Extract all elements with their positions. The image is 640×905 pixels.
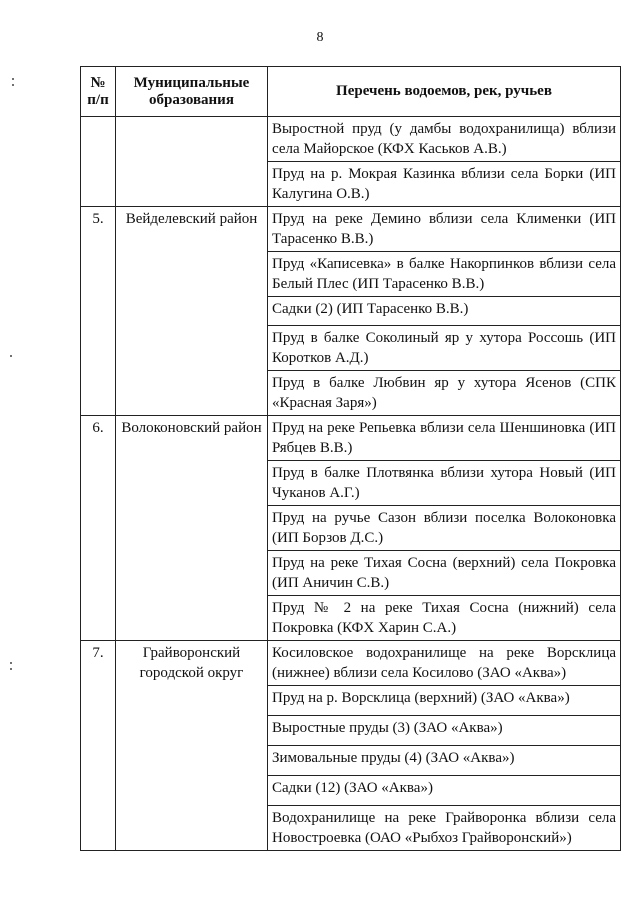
water-body-item: Пруд № 2 на реке Тихая Сосна (нижний) села Покровка (КФХ Харин С.А.) (268, 596, 621, 641)
row-number: 5. (81, 207, 116, 416)
scan-speck (10, 668, 12, 670)
water-body-item: Пруд на р. Ворсклица (верхний) (ЗАО «Аква») (268, 686, 621, 716)
water-body-item: Пруд на ручье Сазон вблизи поселка Волоконовка (ИП Борзов Д.С.) (268, 506, 621, 551)
water-body-item: Водохранилище на реке Грайворонка вблизи села Новостроевка (ОАО «Рыбхоз Грайворонский») (268, 806, 621, 851)
water-body-item: Выростной пруд (у дамбы водохранилища) вблизи села Майорское (КФХ Каськов А.В.) (268, 117, 621, 162)
water-body-item: Пруд на реке Репьевка вблизи села Шеншиновка (ИП Рябцев В.В.) (268, 416, 621, 461)
water-body-item: Пруд на реке Демино вблизи села Клименки (ИП Тарасенко В.В.) (268, 207, 621, 252)
row-municipality (116, 117, 268, 207)
table-row (81, 207, 621, 252)
scan-speck (12, 78, 14, 80)
water-body-item: Пруд в балке Соколиный яр у хутора Россошь (ИП Коротков А.Д.) (268, 326, 621, 371)
water-body-item: Пруд на реке Тихая Сосна (верхний) села Покровка (ИП Аничин С.В.) (268, 551, 621, 596)
scan-speck (12, 84, 14, 86)
row-municipality: Волоконовский район (116, 416, 268, 641)
header-municipality: Муниципальные образования (116, 67, 268, 117)
header-list: Перечень водоемов, рек, ручьев (268, 67, 621, 117)
water-body-item: Пруд на р. Мокрая Казинка вблизи села Борки (ИП Калугина О.В.) (268, 162, 621, 207)
water-body-item: Пруд в балке Плотвянка вблизи хутора Новый (ИП Чуканов А.Г.) (268, 461, 621, 506)
water-body-item: Садки (12) (ЗАО «Аква») (268, 776, 621, 806)
row-number: 6. (81, 416, 116, 641)
table-row (81, 641, 621, 686)
water-body-item: Пруд в балке Любвин яр у хутора Ясенов (СПК «Красная Заря») (268, 371, 621, 416)
water-body-item: Пруд «Каписевка» в балке Накорпинков вблизи села Белый Плес (ИП Тарасенко В.В.) (268, 252, 621, 297)
water-body-item: Садки (2) (ИП Тарасенко В.В.) (268, 297, 621, 326)
row-number: 7. (81, 641, 116, 851)
row-number (81, 117, 116, 207)
table-row (81, 117, 621, 162)
water-bodies-table (80, 66, 621, 851)
scan-speck (10, 662, 12, 664)
table-header-row (81, 67, 621, 117)
scan-speck (10, 355, 12, 357)
water-body-item: Выростные пруды (3) (ЗАО «Аква») (268, 716, 621, 746)
water-body-item: Зимовальные пруды (4) (ЗАО «Аква») (268, 746, 621, 776)
row-municipality: Грайворонский городской округ (116, 641, 268, 851)
table-row (81, 416, 621, 461)
page-number: 8 (316, 30, 324, 45)
water-body-item: Косиловское водохранилище на реке Ворсклица (нижнее) вблизи села Косилово (ЗАО «Аква») (268, 641, 621, 686)
row-municipality: Вейделевский район (116, 207, 268, 416)
header-number: № п/п (81, 67, 116, 117)
